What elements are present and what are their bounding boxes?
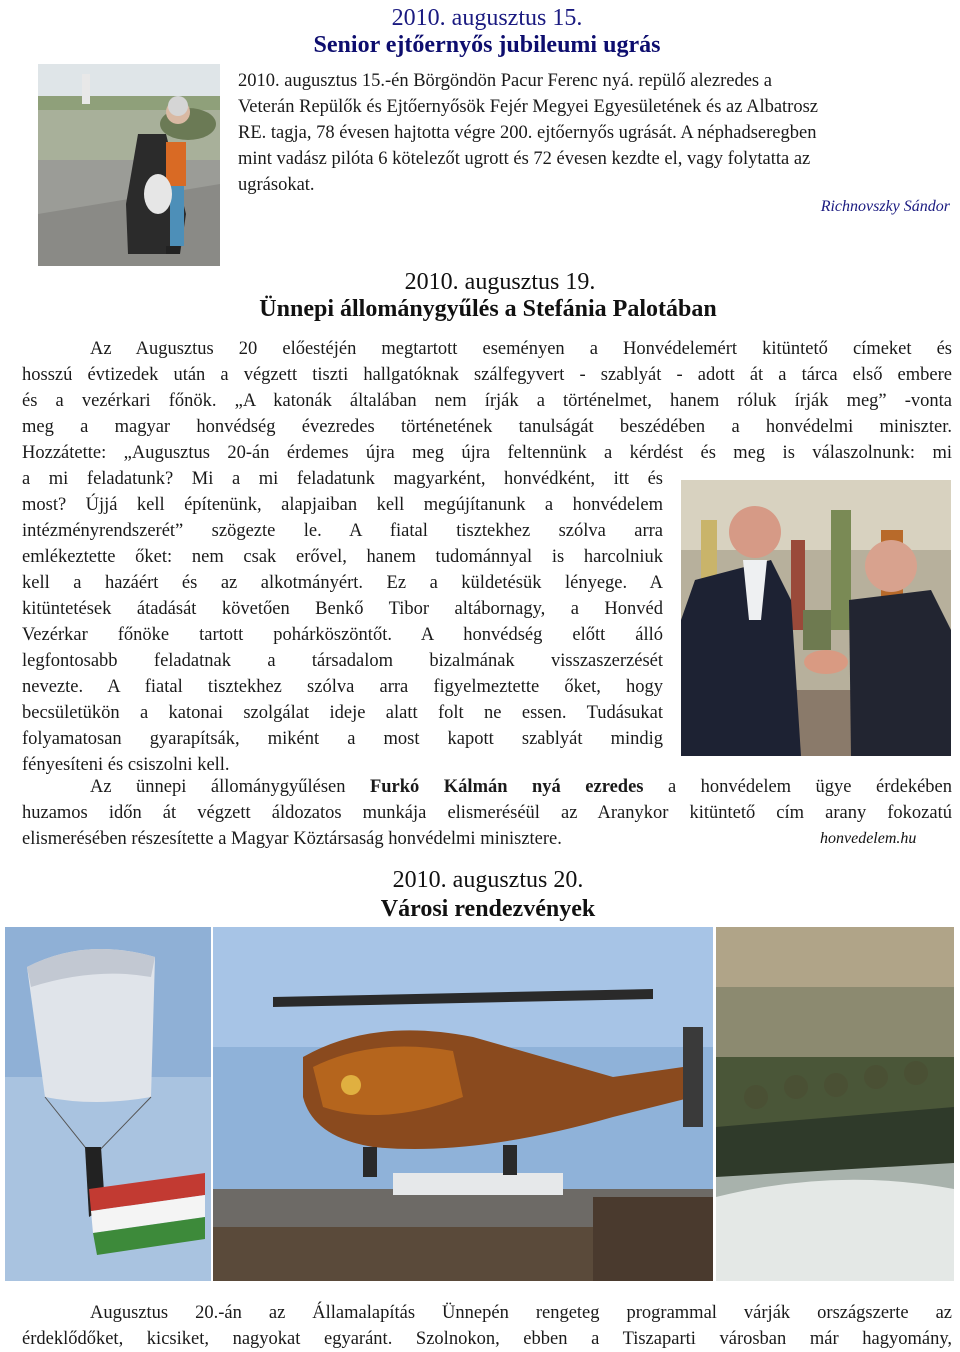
helicopter-photo	[213, 927, 713, 1281]
section2-line: folyamatosan gyarapítsák, miként a most kapott szablyát mindig	[22, 729, 663, 749]
section2-date: 2010. augusztus 19.	[404, 269, 596, 295]
section1-line: mint vadász pilóta 6 kötelezőt ugrott és 72 évesen kezdte el, vagy folytatta az	[238, 149, 811, 169]
section3-line: érdeklődőket, kicsiket, nagyokat egyaránt. Szolnokon, ebben a Tiszaparti városban már hagyomány,	[22, 1329, 952, 1349]
section2-line: és a vezérkari főnök. „A katonák általában nem írják a történelmet, hanem róluk írják meg” -vonta	[22, 391, 952, 411]
parachute-flag-photo	[5, 927, 211, 1281]
section2-line: Az Augusztus 20 előestéjén megtartott eseményen a Honvédelemért kitüntető címeket és	[90, 339, 952, 359]
section1-line: Veterán Repülők és Ejtőernyősök Fejér Megyei Egyesületének és az Albatrosz	[238, 97, 819, 117]
handshake-photo	[681, 480, 951, 756]
section1-line: RE. tagja, 78 évesen hajtotta végre 200. ejtőernyős ugrását. A néphadseregben	[238, 123, 817, 143]
section2-line: legfontosabb feladatnak a társadalom bizalmának visszaszerzését	[22, 651, 663, 671]
section2-line: Vezérkar főnöke tartott pohárköszöntőt. A honvédség előtt álló	[22, 625, 663, 645]
section2-line: kell a hazáért és az alkotmányért. Ez a küldetésük lényege. A	[22, 573, 663, 593]
section2-line: kitüntetések átadását követően Benkő Tibor altábornagy, a Honvéd	[22, 599, 663, 619]
section2-closing	[22, 774, 952, 852]
section1-line: ugrásokat.	[238, 175, 315, 195]
section2-title: Ünnepi állománygyűlés a Stefánia Palotában	[259, 296, 717, 322]
section2-line	[22, 774, 952, 800]
section2-line: nevezte. A fiatal tisztekhez szólva arra figyelmeztette őket, hogy	[22, 677, 663, 697]
section2-line: elismerésében részesítette a Magyar Köztársaság honvédelmi minisztere.	[22, 829, 562, 849]
section3-title: Városi rendezvények	[380, 896, 596, 922]
section2-line: Hozzátette: „Augusztus 20-án érdemes újra meg újra feltennünk a kérdést és meg is válaszolnunk: mi	[22, 443, 952, 463]
section2-line: becsületükön a katonai szolgálat ideje alatt folt ne essen. Tudásukat	[22, 703, 663, 723]
section3-text	[22, 1300, 952, 1352]
section2-intro	[22, 336, 952, 466]
section2-line: most? Újjá kell építenünk, alapjaiban kell megújítanunk a honvédelem	[22, 495, 663, 515]
paratrooper-photo	[38, 64, 220, 266]
section1-signature: Richnovszky Sándor	[820, 198, 950, 215]
section1-text	[238, 68, 950, 198]
section2-line: emlékeztette őket: nem csak erővel, hanem tudománnyal is harcolniuk	[22, 547, 663, 567]
section2-wrap-text	[22, 466, 663, 778]
section3-date: 2010. augusztus 20.	[392, 867, 584, 893]
section2-line: fényesíteni és csiszolni kell.	[22, 755, 230, 775]
section3-line: Augusztus 20.-án az Államalapítás Ünnepén rengeteg programmal várják országszerte az	[90, 1303, 952, 1323]
section2-line: intézményrendszerét” szögezte le. A fiatal tisztekhez szólva arra	[22, 521, 663, 541]
section2-p2-bold: Furkó Kálmán nyá ezredes	[369, 777, 644, 797]
section2-p2-pre: Az ünnepi állománygyűlésen	[90, 777, 370, 797]
boat-soldiers-photo	[716, 927, 954, 1281]
section2-line: huzamos időn át végzett áldozatos munkája elismeréséül az Aranykor kitüntető cím arany fokozatú	[22, 803, 952, 823]
section2-line: a mi feladatunk? Mi a mi feladatunk magyarként, honvédként, itt és	[22, 469, 663, 489]
section1-line: 2010. augusztus 15.-én Börgöndön Pacur Ferenc nyá. repülő alezredes a	[238, 71, 772, 91]
section2-source: honvedelem.hu	[820, 830, 917, 847]
section2-line: meg a magyar honvédség évezredes történetének tanulságát beszédében a honvédelmi miniszter.	[22, 417, 952, 437]
section1-date: 2010. augusztus 15.	[391, 5, 583, 31]
section2-p2-post: a honvédelem ügye érdekében	[643, 777, 952, 797]
section1-title: Senior ejtőernyős jubileumi ugrás	[313, 32, 661, 58]
section2-line: hosszú évtizedek után a végzett tiszti hallgatóknak szálfegyvert - szablyát - adott át a tárca első embere	[22, 365, 952, 385]
